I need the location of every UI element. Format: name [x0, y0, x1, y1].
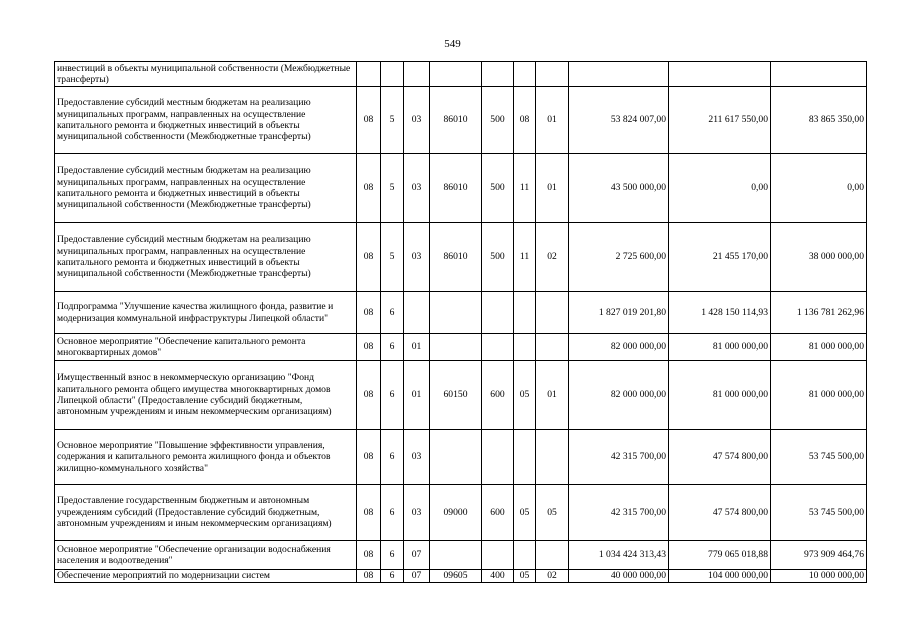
cell-expense-type	[482, 541, 514, 570]
cell-name: Имущественный взнос в некоммерческую организацию "Фонд капитального ремонта общего имущества многоквартирных домов Липецкой области" (Предоставление субсидий бюджетным, автономным учреждениям и иным некоммерческим организациям)	[55, 361, 357, 430]
cell-item	[536, 430, 569, 485]
cell-section: 08	[357, 430, 381, 485]
cell-subsection: 05	[514, 570, 536, 583]
cell-subsection	[514, 541, 536, 570]
cell-amount-year3: 81 000 000,00	[771, 334, 867, 361]
cell-subprogram: 03	[404, 154, 430, 223]
cell-item: 02	[536, 570, 569, 583]
cell-subprogram: 01	[404, 334, 430, 361]
cell-subsection: 05	[514, 361, 536, 430]
budget-table	[54, 61, 867, 583]
cell-expense-type: 400	[482, 570, 514, 583]
cell-amount-year1: 1 827 019 201,80	[569, 292, 669, 334]
cell-section: 08	[357, 361, 381, 430]
table-row	[55, 570, 867, 583]
cell-direction: 86010	[430, 154, 482, 223]
cell-section: 08	[357, 334, 381, 361]
cell-amount-year1: 42 315 700,00	[569, 430, 669, 485]
cell-subprogram: 03	[404, 223, 430, 292]
cell-subsection: 11	[514, 154, 536, 223]
cell-amount-year3: 973 909 464,76	[771, 541, 867, 570]
cell-item: 02	[536, 223, 569, 292]
cell-amount-year1	[569, 62, 669, 87]
cell-direction: 09000	[430, 485, 482, 541]
cell-program: 6	[381, 541, 404, 570]
cell-program: 5	[381, 223, 404, 292]
cell-subprogram	[404, 292, 430, 334]
cell-item: 01	[536, 361, 569, 430]
cell-amount-year2: 0,00	[669, 154, 771, 223]
cell-amount-year1: 82 000 000,00	[569, 334, 669, 361]
table-row	[55, 223, 867, 292]
cell-name: Предоставление государственным бюджетным и автономным учреждениям субсидий (Предоставление субсидий бюджетным, автономным учреждениям и иным некоммерческим организациям)	[55, 485, 357, 541]
cell-amount-year3: 1 136 781 262,96	[771, 292, 867, 334]
cell-program: 6	[381, 485, 404, 541]
cell-expense-type	[482, 334, 514, 361]
cell-expense-type	[482, 292, 514, 334]
cell-amount-year2: 104 000 000,00	[669, 570, 771, 583]
cell-subprogram: 03	[404, 430, 430, 485]
cell-item: 01	[536, 154, 569, 223]
cell-direction	[430, 334, 482, 361]
cell-program: 5	[381, 87, 404, 154]
cell-amount-year2	[669, 62, 771, 87]
cell-item	[536, 292, 569, 334]
cell-amount-year2: 779 065 018,88	[669, 541, 771, 570]
cell-name: Предоставление субсидий местным бюджетам на реализацию муниципальных программ, направленных на осуществление капитального ремонта и бюджетных инвестиций в объекты муниципальной собственности (Межбюджетные трансферты)	[55, 87, 357, 154]
cell-subsection: 08	[514, 87, 536, 154]
cell-amount-year2: 211 617 550,00	[669, 87, 771, 154]
cell-direction	[430, 541, 482, 570]
cell-subprogram: 03	[404, 485, 430, 541]
cell-subsection: 11	[514, 223, 536, 292]
cell-program: 6	[381, 570, 404, 583]
cell-amount-year1: 43 500 000,00	[569, 154, 669, 223]
cell-amount-year2: 1 428 150 114,93	[669, 292, 771, 334]
cell-name: Основное мероприятие "Повышение эффективности управления, содержания и капитального ремонта жилищного фонда и объектов жилищно-коммунального хозяйства"	[55, 430, 357, 485]
cell-expense-type	[482, 62, 514, 87]
cell-subsection	[514, 62, 536, 87]
cell-direction	[430, 430, 482, 485]
cell-expense-type: 500	[482, 87, 514, 154]
cell-name: Подпрограмма "Улучшение качества жилищного фонда, развитие и модернизация коммунальной инфраструктуры Липецкой области"	[55, 292, 357, 334]
cell-program: 6	[381, 430, 404, 485]
cell-name: Основное мероприятие "Обеспечение капитального ремонта многоквартирных домов"	[55, 334, 357, 361]
cell-subsection	[514, 334, 536, 361]
cell-amount-year1: 1 034 424 313,43	[569, 541, 669, 570]
table-row	[55, 485, 867, 541]
cell-direction	[430, 62, 482, 87]
cell-subsection	[514, 430, 536, 485]
cell-amount-year2: 21 455 170,00	[669, 223, 771, 292]
cell-amount-year2: 81 000 000,00	[669, 334, 771, 361]
cell-direction: 86010	[430, 223, 482, 292]
cell-section: 08	[357, 223, 381, 292]
cell-item	[536, 62, 569, 87]
cell-amount-year2: 47 574 800,00	[669, 430, 771, 485]
cell-name: инвестиций в объекты муниципальной собственности (Межбюджетные трансферты)	[55, 62, 357, 87]
cell-amount-year3: 53 745 500,00	[771, 430, 867, 485]
table-row	[55, 292, 867, 334]
cell-amount-year1: 2 725 600,00	[569, 223, 669, 292]
cell-expense-type	[482, 430, 514, 485]
cell-subprogram: 07	[404, 570, 430, 583]
cell-program	[381, 62, 404, 87]
cell-subsection	[514, 292, 536, 334]
cell-direction: 60150	[430, 361, 482, 430]
cell-program: 6	[381, 334, 404, 361]
cell-amount-year1: 82 000 000,00	[569, 361, 669, 430]
cell-amount-year3: 53 745 500,00	[771, 485, 867, 541]
cell-direction	[430, 292, 482, 334]
cell-section: 08	[357, 541, 381, 570]
cell-section: 08	[357, 570, 381, 583]
cell-expense-type: 500	[482, 154, 514, 223]
cell-section: 08	[357, 292, 381, 334]
cell-section: 08	[357, 87, 381, 154]
cell-amount-year3	[771, 62, 867, 87]
cell-program: 5	[381, 154, 404, 223]
cell-amount-year3: 10 000 000,00	[771, 570, 867, 583]
page-number: 549	[444, 38, 461, 50]
cell-section: 08	[357, 485, 381, 541]
cell-item: 01	[536, 87, 569, 154]
cell-expense-type: 600	[482, 361, 514, 430]
cell-expense-type: 500	[482, 223, 514, 292]
cell-section: 08	[357, 154, 381, 223]
cell-section	[357, 62, 381, 87]
cell-amount-year3: 38 000 000,00	[771, 223, 867, 292]
cell-subsection: 05	[514, 485, 536, 541]
cell-program: 6	[381, 292, 404, 334]
cell-amount-year2: 47 574 800,00	[669, 485, 771, 541]
cell-amount-year1: 53 824 007,00	[569, 87, 669, 154]
cell-name: Основное мероприятие "Обеспечение организации водоснабжения населения и водоотведения"	[55, 541, 357, 570]
cell-direction: 09605	[430, 570, 482, 583]
cell-amount-year1: 40 000 000,00	[569, 570, 669, 583]
cell-name: Предоставление субсидий местным бюджетам на реализацию муниципальных программ, направленных на осуществление капитального ремонта и бюджетных инвестиций в объекты муниципальной собственности (Межбюджетные трансферты)	[55, 154, 357, 223]
cell-expense-type: 600	[482, 485, 514, 541]
cell-amount-year3: 81 000 000,00	[771, 361, 867, 430]
cell-subprogram: 07	[404, 541, 430, 570]
cell-direction: 86010	[430, 87, 482, 154]
table-row	[55, 62, 867, 87]
cell-amount-year3: 83 865 350,00	[771, 87, 867, 154]
cell-program: 6	[381, 361, 404, 430]
table-row	[55, 154, 867, 223]
table-row	[55, 541, 867, 570]
cell-subprogram: 03	[404, 87, 430, 154]
cell-amount-year2: 81 000 000,00	[669, 361, 771, 430]
cell-name: Обеспечение мероприятий по модернизации систем	[55, 570, 357, 583]
table-row	[55, 361, 867, 430]
cell-item: 05	[536, 485, 569, 541]
cell-name: Предоставление субсидий местным бюджетам на реализацию муниципальных программ, направленных на осуществление капитального ремонта и бюджетных инвестиций в объекты муниципальной собственности (Межбюджетные трансферты)	[55, 223, 357, 292]
cell-subprogram: 01	[404, 361, 430, 430]
cell-subprogram	[404, 62, 430, 87]
table-row	[55, 87, 867, 154]
table-row	[55, 430, 867, 485]
cell-item	[536, 334, 569, 361]
cell-amount-year3: 0,00	[771, 154, 867, 223]
cell-amount-year1: 42 315 700,00	[569, 485, 669, 541]
table-row	[55, 334, 867, 361]
cell-item	[536, 541, 569, 570]
